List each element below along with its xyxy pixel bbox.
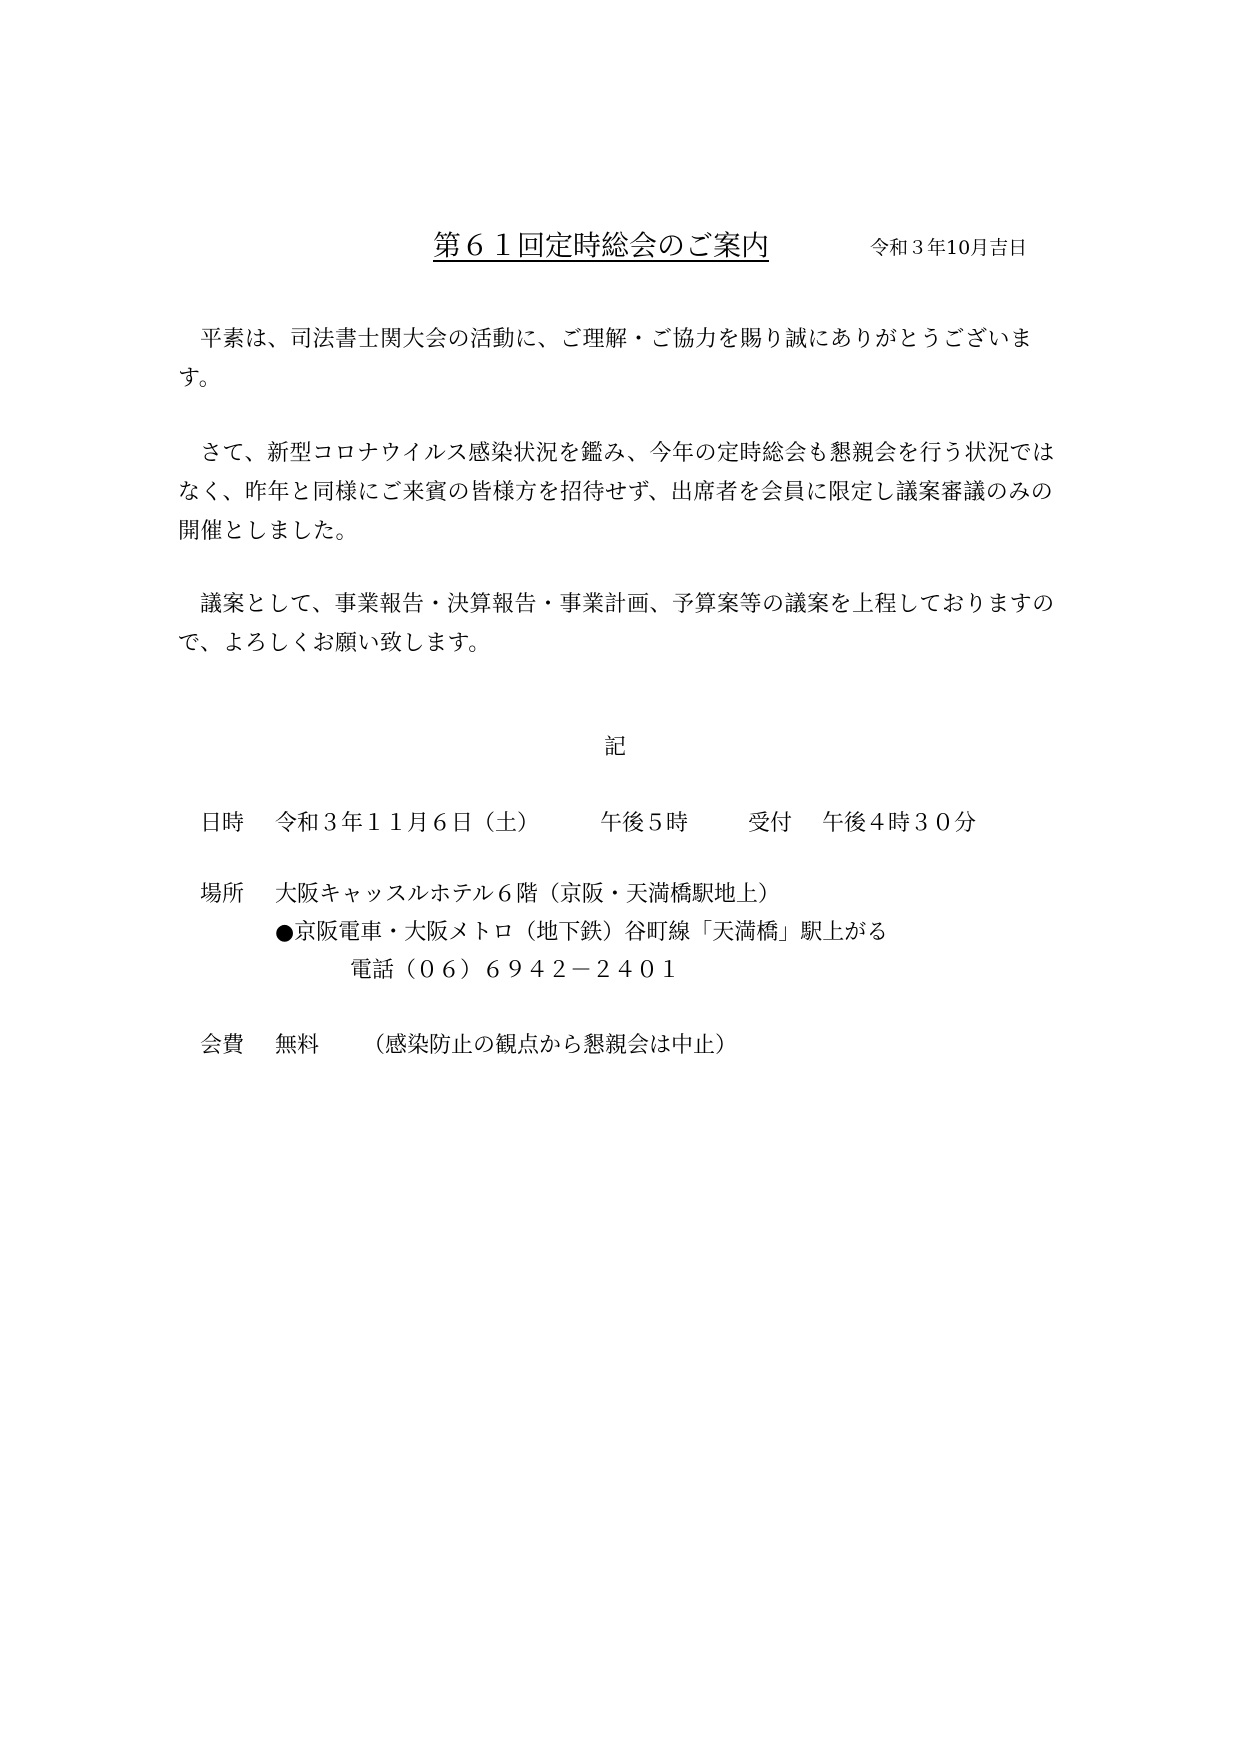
venue-name: 大阪キャッスルホテル６階（京阪・天満橋駅地上） bbox=[275, 882, 780, 907]
fee-label: 会費 bbox=[200, 1033, 245, 1058]
venue-access: ●京阪電車・大阪メトロ（地下鉄）谷町線「天満橋」駅上がる bbox=[275, 920, 889, 945]
document-title: 第６１回定時総会のご案内 bbox=[433, 229, 770, 262]
issue-date: 令和３年10月吉日 bbox=[870, 237, 1028, 259]
datetime-label: 日時 bbox=[200, 811, 245, 836]
place-label: 場所 bbox=[200, 882, 245, 907]
meeting-time: 午後５時 bbox=[600, 811, 689, 836]
ki-heading: 記 bbox=[604, 735, 627, 760]
agenda-paragraph: 議案として、事業報告・決算報告・事業計画、予算案等の議案を上程しておりますので、よろしくお願い致します。 bbox=[178, 592, 1055, 656]
reception-label: 受付 bbox=[748, 811, 793, 836]
situation-paragraph: さて、新型コロナウイルス感染状況を鑑み、今年の定時総会も懇親会を行う状況ではなく、昨年と同様にご来賓の皆様方を招待せず、出席者を会員に限定し議案審議のみの開催としました。 bbox=[178, 441, 1055, 544]
venue-phone: 電話（０６）６９４２－２４０１ bbox=[350, 958, 681, 983]
meeting-date: 令和３年１１月６日（土） bbox=[275, 811, 540, 836]
greeting-paragraph: 平素は、司法書士関大会の活動に、ご理解・ご協力を賜り誠にありがとうございます。 bbox=[178, 327, 1033, 391]
fee-note: （感染防止の観点から懇親会は中止） bbox=[363, 1033, 738, 1058]
reception-time: 午後４時３０分 bbox=[822, 811, 977, 836]
fee-value: 無料 bbox=[275, 1033, 320, 1058]
